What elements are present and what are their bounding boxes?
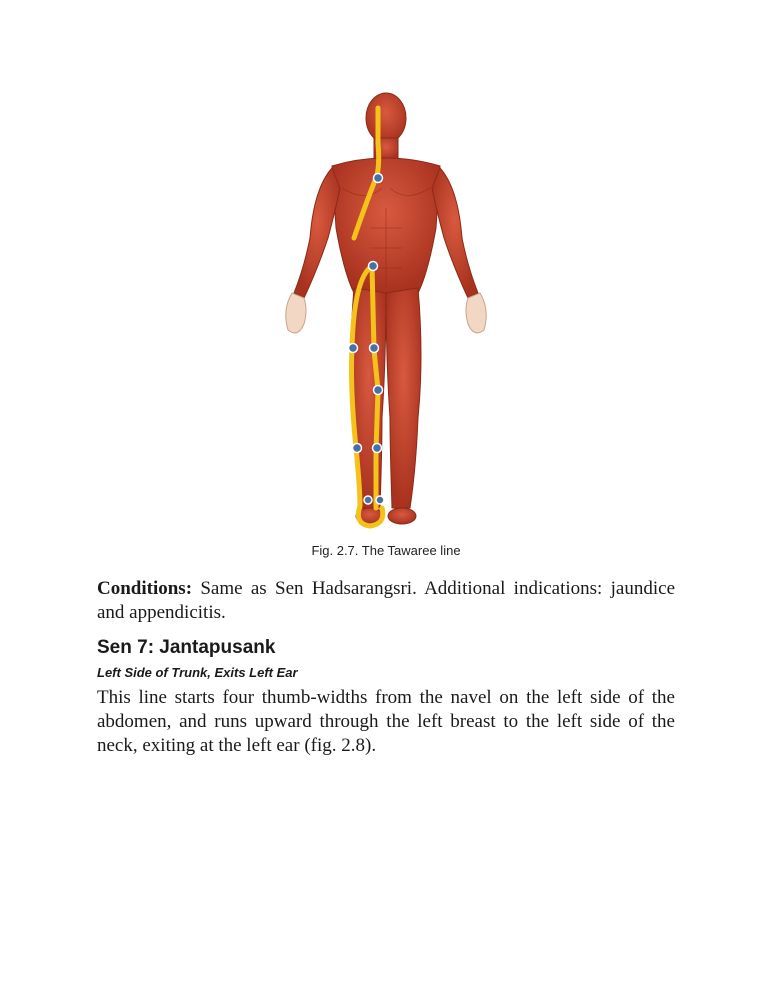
section-heading: Sen 7: Jantapusank [97,637,276,658]
conditions-text: Same as Sen Hadsarangsri. Additional indications: jaundice and appendicitis. [97,578,675,623]
body-silhouette [294,93,478,524]
section-subheading: Left Side of Trunk, Exits Left Ear [97,665,298,680]
anatomy-figure-tawaree-line-icon [270,88,502,533]
figure-caption: Fig. 2.7. The Tawaree line [311,543,461,558]
anatomy-figure [270,88,502,533]
conditions-paragraph [97,577,675,625]
conditions-label: Conditions: [97,578,193,599]
section-body: This line starts four thumb-widths from the navel on the left side of the abdomen, and runs upward through the left breast to the left side of the neck, exiting at the left ear (fig. 2.8). [97,687,675,756]
